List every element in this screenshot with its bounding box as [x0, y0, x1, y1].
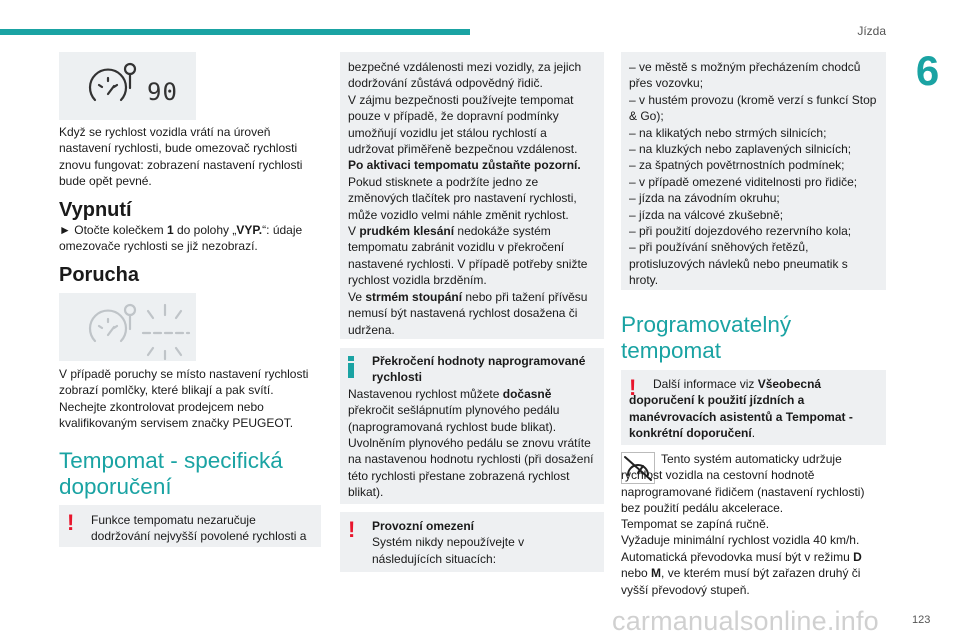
speed-limiter-fault-icon: [59, 293, 196, 361]
chapter-number: 6: [915, 47, 940, 94]
list-item: – jízda na válcové zkušebně;: [629, 207, 784, 222]
warning-icon: !: [348, 517, 356, 542]
list-item: – při použití dojezdového rezervního kola;: [629, 224, 852, 239]
fault-icon-box: [59, 293, 196, 361]
list-item: – ve městě s možným přecházením chodců přes vozovku;: [629, 60, 861, 91]
para-tempomat-desc: Tento systém automaticky udržuje rychlost vozidla na cestovní hodnotě naprogramované řidičem (nastavení rychlosti) bez použití pedálu akcelerace.: [621, 452, 865, 516]
para-speed-restore: Když se rychlost vozidla vrátí na úroveň nastavení rychlosti, bude omezovač rychlosti znovu fungovat: zobrazení nastavení rychlosti bude opět pevné.: [59, 125, 303, 189]
warning-icon: !: [629, 375, 637, 400]
heading-fault: Porucha: [59, 264, 140, 286]
list-item: – jízda na závodním okruhu;: [629, 191, 780, 206]
para-min-speed: Vyžaduje minimální rychlost vozidla 40 km/h.: [621, 533, 860, 547]
para-manual-on: Tempomat se zapíná ručně.: [621, 517, 770, 531]
list-item: – v případě omezené viditelnosti pro řidiče;: [629, 174, 858, 189]
page-number: 123: [912, 614, 931, 626]
para-off: ► Otočte kolečkem 1 do polohy „VYP.“: údaje omezovače rychlosti se již nezobrazí.: [59, 223, 303, 254]
para-fault: V případě poruchy se místo nastavení rychlosti zobrazí pomlčky, které blikají a pak svítí. Nechejte zkontrolovat prodejcem nebo kvalifikovaným servisem značky PEUGEOT.: [59, 367, 309, 431]
warning-note-1: ! Funkce tempomatu nezaručuje dodržování nejvyšší povolené rychlosti a: [59, 505, 321, 547]
para-gearbox: Automatická převodovka musí být v režimu D nebo M, ve kterém musí být zařazen druhý či vyšší převodový stupeň.: [621, 550, 862, 597]
warning-icon: !: [67, 510, 75, 535]
list-item: – na kluzkých nebo zaplavených silnicích;: [629, 142, 852, 157]
warning-note-continued: bezpečné vzdálenosti mezi vozidly, za jejich dodržování zůstává odpovědný řidič. V zájmu bezpečnosti používejte tempomat pouze v případě, že dopravní podmínky umožňují vozidlu jet stálou rychlostí a udržovat přiměřeně bezpečnou vzdálenost. Po aktivaci tempomatu zůstaňte pozorní. Pokud stisknete a podržíte jedno ze změnových tlačítek pro nastavení rychlosti, může vozidlo velmi náhle změnit rychlost. V prudkém klesání nedokáže systém tempomatu zabránit vozidlu v překročení nastavené rychlosti. V případě potřeby snižte rychlost vozidla brzděním. Ve strmém stoupání nebo při tažení přívěsu nemusí být nastavená rychlost dosažena či udržena.: [340, 52, 604, 339]
list-item: – v hustém provozu (kromě verzí s funkcí Stop & Go);: [629, 92, 877, 124]
speed-limiter-icon-box: [59, 52, 196, 120]
watermark: carmanualsonline.info: [612, 606, 879, 636]
section-title: Jízda: [857, 24, 886, 38]
info-note-exceed-speed: Překročení hodnoty naprogramované rychlosti Nastavenou rychlost můžete dočasně překročit sešlápnutím plynového pedálu (naprogramovaná rychlost bude blikat). Uvolněním plynového pedálu se znovu vrátíte na nastavenou hodnotu rychlosti (při dosažení této rychlosti přestane zobrazená rychlost blikat).: [340, 348, 604, 504]
list-item: – na klikatých nebo strmých silnicích;: [629, 125, 827, 140]
heading-tempomat-recommendations: Tempomat - specifická doporučení: [59, 448, 283, 499]
list-item: – za špatných povětrnostních podmínek;: [629, 158, 845, 173]
heading-programmable-tempomat: Programovatelný tempomat: [621, 312, 792, 363]
list-item: – při používání sněhových řetězů, protisluzových návleků nebo pneumatik s hroty.: [629, 240, 848, 288]
arrow-bullet: ►: [59, 223, 71, 237]
warning-note-more-info: ! Další informace viz Všeobecná doporučení k použití jízdních a manévrovacích asistentů a Tempomat - konkrétní doporučení.: [621, 370, 886, 445]
top-accent-bar: [0, 29, 470, 35]
limits-list-box: [621, 52, 886, 290]
heading-off: Vypnutí: [59, 199, 132, 221]
speed-value: 90: [147, 78, 178, 106]
warning-note-limits: ! Provozní omezení Systém nikdy nepoužívejte v následujících situacích:: [340, 512, 604, 572]
